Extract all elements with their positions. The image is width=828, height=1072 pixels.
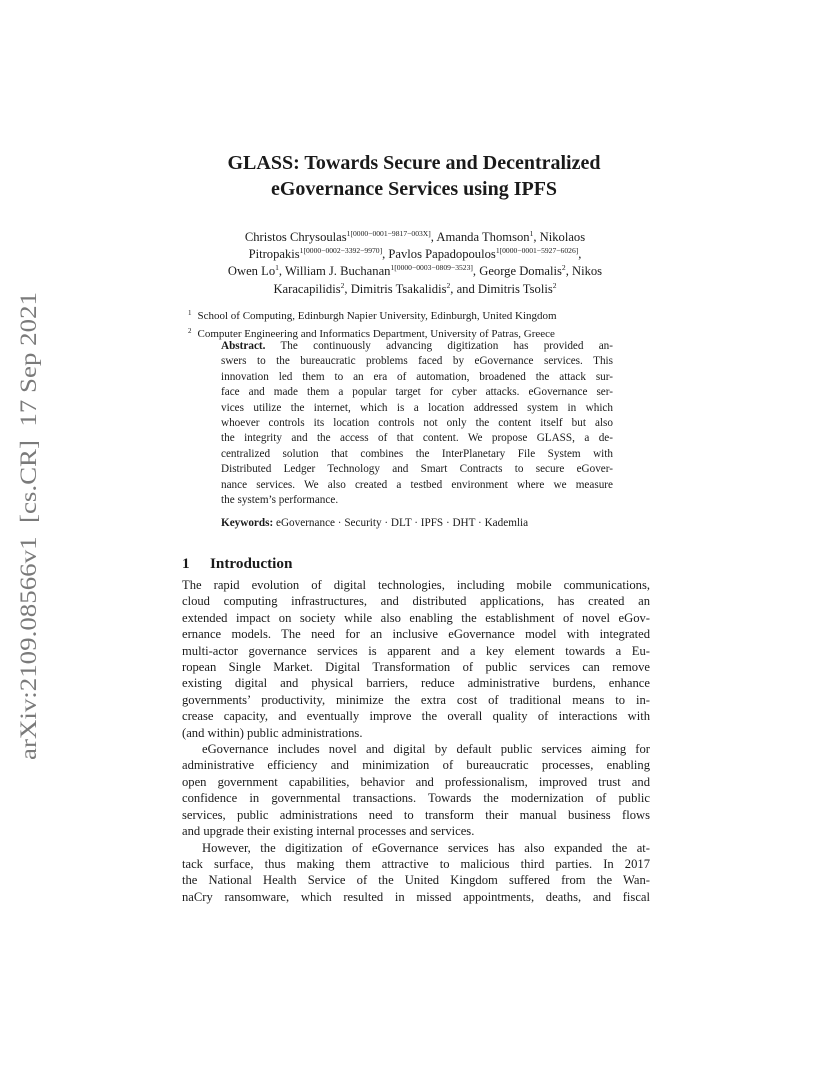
author-affiliation-mark: 1[0000−0002−3392−9970] — [299, 246, 383, 256]
abstract-line — [221, 339, 613, 354]
affiliation-number: 1 — [188, 309, 192, 317]
arxiv-identifier — [6, 290, 50, 760]
abstract-line: nance services. We also created a testbed environment where we measure — [221, 478, 613, 491]
author-affiliation-mark: 1[0000−0003−0809−3523] — [390, 263, 473, 273]
author-affiliation-mark: 2 — [561, 263, 566, 273]
abstract-line: Distributed Ledger Technology and Smart Contracts to secure eGover- — [221, 463, 613, 476]
body-line: the National Health Service of the United Kingdom suffered from the Wan- — [182, 873, 650, 888]
author-name: , William J. Buchanan — [278, 264, 391, 279]
author-separator: , — [578, 247, 582, 262]
abstract-line: face and made them a popular target for cyber attacks. eGovernance ser- — [221, 386, 613, 399]
abstract — [221, 339, 613, 508]
author-name: , Amanda Thomson — [430, 230, 530, 244]
abstract-line: swers to the bureaucratic problems faced by eGovernance services. This — [221, 355, 613, 368]
abstract-line: whoever controls its location controls not only the content itself but also — [221, 417, 613, 430]
paper-title — [150, 150, 678, 202]
abstract-line: the integrity and the access of that content. We propose GLASS, a de- — [221, 432, 613, 445]
keywords-text: eGovernance · Security · DLT · IPFS · DHT · Kademlia — [273, 517, 529, 529]
author-name: , Dimitris Tsakalidis — [344, 281, 447, 296]
author-affiliation-mark: 1 — [529, 229, 534, 238]
author-line — [170, 246, 660, 263]
body-line: crease capacity, and eventually improve the overall quality of interactions with — [182, 709, 650, 724]
author-name: , Pavlos Papadopoulos — [382, 247, 496, 262]
author-affiliation-mark: 2 — [446, 280, 451, 290]
affiliation — [188, 306, 658, 324]
author-name: Pitropakis — [248, 247, 300, 262]
body-line: extended impact on society while also enabling the establishment of novel eGov- — [182, 610, 650, 625]
affiliation-text: Computer Engineering and Informatics Department, University of Patras, Greece — [197, 328, 555, 340]
body-line: administrative efficiency and minimization of bureaucratic processes, enabling — [182, 758, 650, 773]
author-name: , George Domalis — [472, 264, 562, 279]
keywords — [221, 517, 528, 529]
body-line: ernance models. The need for an inclusive eGovernance model with integrated — [182, 627, 650, 642]
body-line: cloud computing infrastructures, and distributed applications, has created an — [182, 594, 650, 609]
author-name: , Nikolaos — [533, 230, 586, 244]
author-affiliation-mark: 1[0000−0001−9817−003X] — [346, 229, 431, 238]
author-name: , Nikos — [565, 264, 603, 279]
body-line: The rapid evolution of digital technologies, including mobile communications, — [182, 578, 650, 592]
affiliation-number: 2 — [188, 327, 192, 335]
affiliation-list — [188, 306, 658, 342]
author-name: Karacapilidis — [273, 281, 341, 296]
body-line: ropean Single Market. Digital Transformation of public services can remove — [182, 660, 650, 675]
abstract-text: The continuously advancing digitization has provided an- — [265, 340, 613, 352]
body-line: governments’ productivity, minimize the extra cost of traditional means to in- — [182, 692, 650, 707]
body-line: confidence in governmental transactions. Towards the modernization of public — [182, 791, 650, 806]
abstract-line: vices utilize the internet, which is a location addressed system in which — [221, 401, 613, 414]
body-line: eGovernance includes novel and digital by default public services aiming for — [202, 742, 650, 757]
title-line: GLASS: Towards Secure and Decentralized — [227, 152, 601, 174]
body-line: tack surface, thus making them attractive to malicious third parties. In 2017 — [182, 856, 650, 871]
section-title: Introduction — [210, 555, 293, 572]
section-number: 1 — [182, 555, 190, 572]
author-affiliation-mark: 1[0000−0001−5927−6026] — [495, 246, 579, 256]
arxiv-identifier-text: arXiv:2109.08566v1 [cs.CR] 17 Sep 2021 — [16, 360, 41, 760]
body-text — [182, 577, 650, 905]
arxiv-identifier-svg — [6, 290, 50, 760]
author-affiliation-mark: 2 — [340, 280, 345, 290]
affiliation-text: School of Computing, Edinburgh Napier University, Edinburgh, United Kingdom — [197, 310, 557, 322]
body-line: multi-actor governance services is apparent and a key element towards a Eu- — [182, 643, 650, 658]
body-line: naCry ransomware, which resulted in missed appointments, deaths, and fiscal — [182, 889, 650, 904]
title-line: eGovernance Services using IPFS — [270, 178, 558, 200]
body-line: services, public administrations need to transform their manual business flows — [182, 807, 650, 822]
author-line — [170, 263, 660, 280]
author-line — [170, 229, 660, 246]
abstract-line: centralized solution that combines the InterPlanetary File System with — [221, 447, 613, 460]
body-line: However, the digitization of eGovernance services has also expanded the at- — [202, 840, 650, 855]
author-name: Christos Chrysoulas — [244, 230, 347, 244]
author-affiliation-mark: 1 — [275, 263, 279, 273]
author-line — [170, 281, 660, 298]
body-line: (and within) public administrations. — [182, 725, 363, 740]
body-line: open government capabilities, behavior and professionalism, improved trust and — [182, 774, 650, 789]
section-heading — [182, 555, 292, 573]
body-line: existing digital and physical barriers, reduce administrative burdens, enhance — [182, 676, 650, 691]
author-name: Owen Lo — [227, 264, 276, 279]
author-name: , and Dimitris Tsolis — [450, 281, 553, 296]
body-line: and upgrade their existing internal processes and services. — [182, 824, 475, 839]
author-affiliation-mark: 2 — [552, 280, 557, 290]
author-list — [170, 229, 660, 298]
abstract-label: Abstract. — [221, 340, 266, 352]
keywords-label: Keywords: — [221, 517, 274, 529]
abstract-line: the system’s performance. — [221, 494, 339, 507]
abstract-line: innovation led them to an era of automation, broadened the attack sur- — [221, 370, 613, 383]
